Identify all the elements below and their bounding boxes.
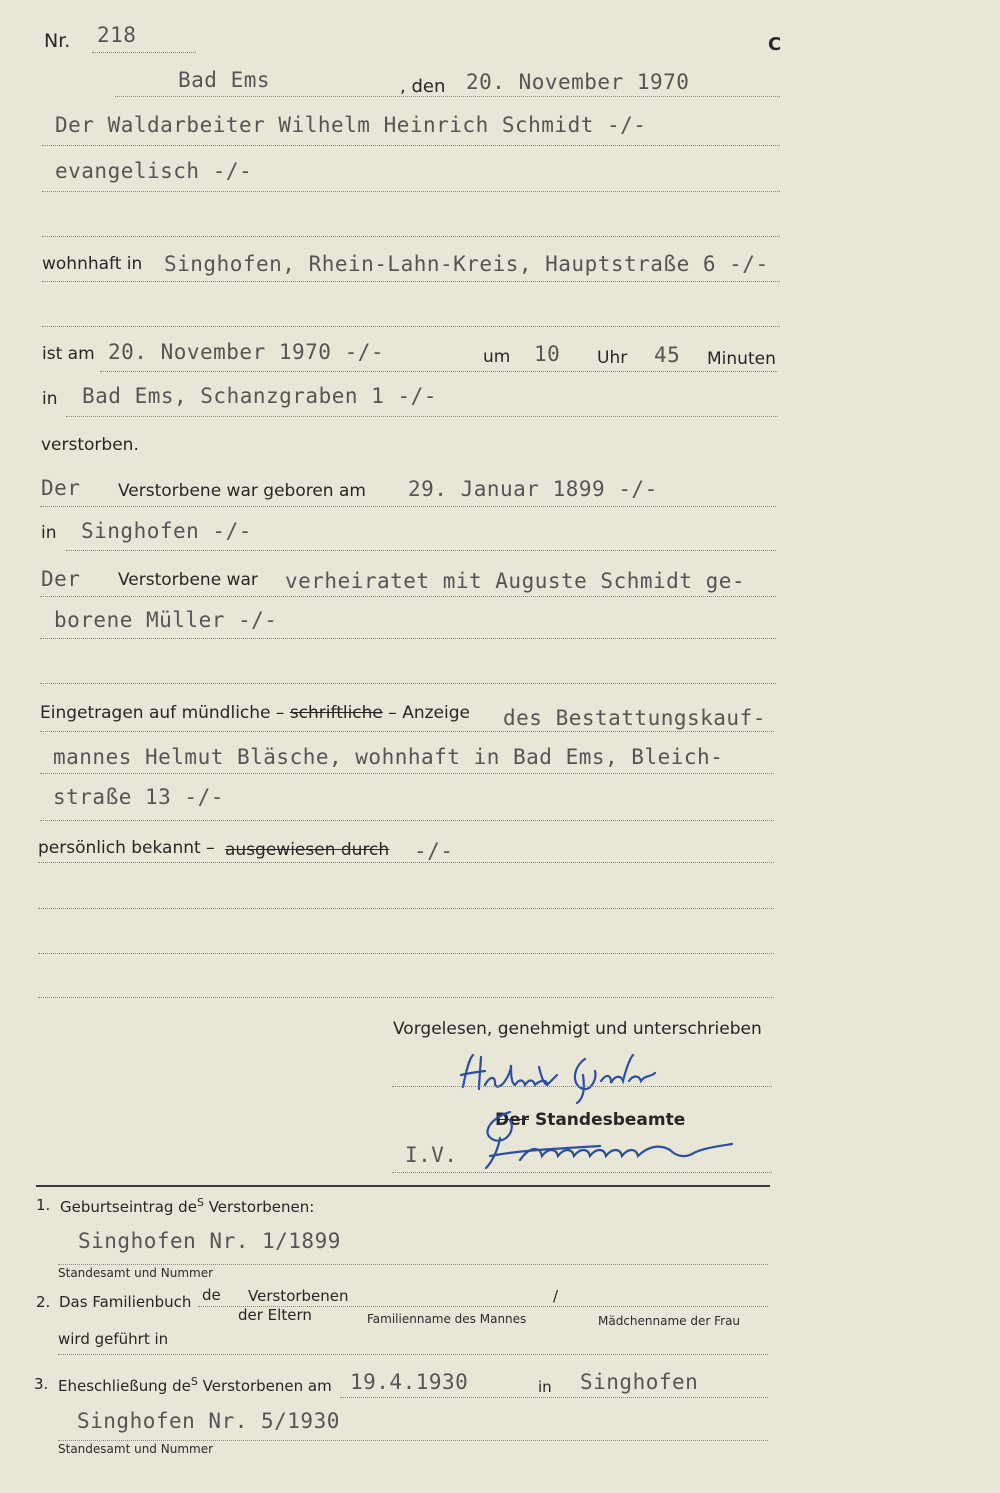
birth-place: Singhofen -/- bbox=[81, 519, 252, 543]
official-signature-line bbox=[392, 1172, 772, 1173]
note1-label bbox=[60, 1196, 314, 1216]
note3-place: Singhofen bbox=[580, 1370, 699, 1394]
marriage-line1: verheiratet mit Auguste Schmidt ge- bbox=[285, 569, 746, 593]
note2-slash: / bbox=[553, 1287, 559, 1305]
note2-eltern: der Eltern bbox=[238, 1306, 312, 1324]
note1-caption: Standesamt und Nummer bbox=[58, 1266, 214, 1280]
rule bbox=[100, 371, 778, 372]
um-label: um bbox=[483, 347, 511, 367]
death-in-label: in bbox=[42, 389, 58, 409]
known-value: -/- bbox=[414, 839, 454, 863]
note1-sup: S bbox=[196, 1196, 204, 1209]
note3-caption: Standesamt und Nummer bbox=[58, 1442, 214, 1456]
rule bbox=[40, 683, 776, 684]
rule bbox=[40, 506, 776, 507]
official-signature bbox=[470, 1100, 750, 1175]
rule bbox=[40, 638, 776, 639]
rule bbox=[40, 820, 774, 821]
note2-verstorbenen: Verstorbenen bbox=[248, 1287, 349, 1305]
residence-label: wohnhaft in bbox=[42, 254, 143, 274]
report-label-a: Eingetragen auf mündliche – bbox=[40, 703, 285, 723]
note3-in: in bbox=[538, 1378, 552, 1396]
known-label: persönlich bekannt – bbox=[38, 838, 215, 858]
record-place: Bad Ems bbox=[178, 68, 271, 92]
note3-label bbox=[58, 1375, 332, 1395]
note2-caption-wife: Mädchenname der Frau bbox=[598, 1314, 741, 1328]
official-struck: Der bbox=[495, 1110, 530, 1130]
death-place: Bad Ems, Schanzgraben 1 -/- bbox=[82, 384, 437, 408]
rule bbox=[340, 1397, 768, 1398]
date-line-rule bbox=[115, 96, 780, 97]
nr-underline bbox=[92, 52, 196, 53]
note2-de: de bbox=[202, 1286, 221, 1304]
note1-label-b: Verstorbenen: bbox=[208, 1198, 315, 1216]
den-label: , den bbox=[400, 76, 446, 97]
note2-label2: wird geführt in bbox=[58, 1330, 169, 1348]
note2-label: Das Familienbuch bbox=[59, 1293, 192, 1311]
verstorben-label: verstorben. bbox=[41, 435, 139, 455]
birth-date: 29. Januar 1899 -/- bbox=[408, 477, 658, 501]
rule bbox=[58, 1264, 768, 1265]
rule bbox=[42, 281, 780, 282]
birth-der: Der bbox=[41, 476, 81, 500]
marriage-der: Der bbox=[41, 567, 81, 591]
record-date: 20. November 1970 bbox=[466, 70, 690, 94]
rule bbox=[66, 550, 776, 551]
death-label: ist am bbox=[42, 344, 95, 364]
death-date: 20. November 1970 -/- bbox=[108, 340, 385, 364]
note3-value: Singhofen Nr. 5/1930 bbox=[77, 1409, 340, 1433]
iv-label: I.V. bbox=[405, 1143, 458, 1167]
note1-value: Singhofen Nr. 1/1899 bbox=[78, 1229, 341, 1253]
note1-number: 1. bbox=[36, 1196, 51, 1214]
rule bbox=[38, 908, 774, 909]
nr-value: 218 bbox=[97, 23, 137, 47]
report-label bbox=[40, 703, 470, 723]
read-approved-label: Vorgelesen, genehmigt und unterschrieben bbox=[393, 1019, 762, 1039]
deceased-name-line: Der Waldarbeiter Wilhelm Heinrich Schmidt -/- bbox=[55, 113, 647, 137]
note1-label-a: Geburtseintrag de bbox=[60, 1198, 197, 1216]
rule bbox=[58, 1354, 768, 1355]
section-divider bbox=[36, 1185, 770, 1187]
report-line1: des Bestattungskauf- bbox=[503, 706, 766, 730]
uhr-label: Uhr bbox=[597, 348, 628, 368]
note3-date: 19.4.1930 bbox=[350, 1370, 469, 1394]
birth-label: Verstorbene war geboren am bbox=[118, 481, 366, 501]
minuten-label: Minuten bbox=[707, 349, 776, 369]
informant-signature-line bbox=[392, 1086, 772, 1087]
death-minutes: 45 bbox=[654, 343, 681, 367]
birth-in-label: in bbox=[41, 523, 57, 543]
corner-letter: C bbox=[768, 34, 782, 55]
rule bbox=[40, 773, 774, 774]
rule bbox=[38, 997, 774, 998]
note3-label-b: Verstorbenen am bbox=[202, 1377, 332, 1395]
rule bbox=[42, 236, 780, 237]
rule bbox=[42, 326, 780, 327]
note3-sup: S bbox=[190, 1375, 198, 1388]
known-struck: ausgewiesen durch bbox=[225, 840, 390, 860]
rule bbox=[66, 416, 778, 417]
rule bbox=[42, 145, 780, 146]
residence-value: Singhofen, Rhein-Lahn-Kreis, Hauptstraße 6 -/- bbox=[164, 252, 769, 276]
nr-label: Nr. bbox=[44, 30, 71, 52]
report-label-b: – Anzeige bbox=[388, 703, 470, 723]
report-label-struck: schriftliche bbox=[289, 703, 383, 723]
note2-number: 2. bbox=[36, 1293, 51, 1311]
deceased-religion: evangelisch -/- bbox=[55, 159, 253, 183]
note3-number: 3. bbox=[34, 1375, 49, 1393]
note3-label-a: Eheschließung de bbox=[58, 1377, 191, 1395]
informant-signature bbox=[455, 1045, 670, 1105]
rule bbox=[38, 953, 774, 954]
rule bbox=[38, 862, 774, 863]
marriage-label: Verstorbene war bbox=[118, 570, 258, 590]
marriage-line2: borene Müller -/- bbox=[54, 608, 278, 632]
rule bbox=[40, 731, 774, 732]
report-line2: mannes Helmut Bläsche, wohnhaft in Bad Ems, Bleich- bbox=[53, 745, 724, 769]
rule bbox=[42, 191, 780, 192]
report-line3: straße 13 -/- bbox=[53, 785, 224, 809]
death-hour: 10 bbox=[534, 342, 561, 366]
note2-caption-husband: Familienname des Mannes bbox=[367, 1312, 527, 1326]
rule bbox=[40, 596, 776, 597]
official-title-text: Standesbeamte bbox=[534, 1110, 686, 1130]
rule bbox=[58, 1440, 768, 1441]
